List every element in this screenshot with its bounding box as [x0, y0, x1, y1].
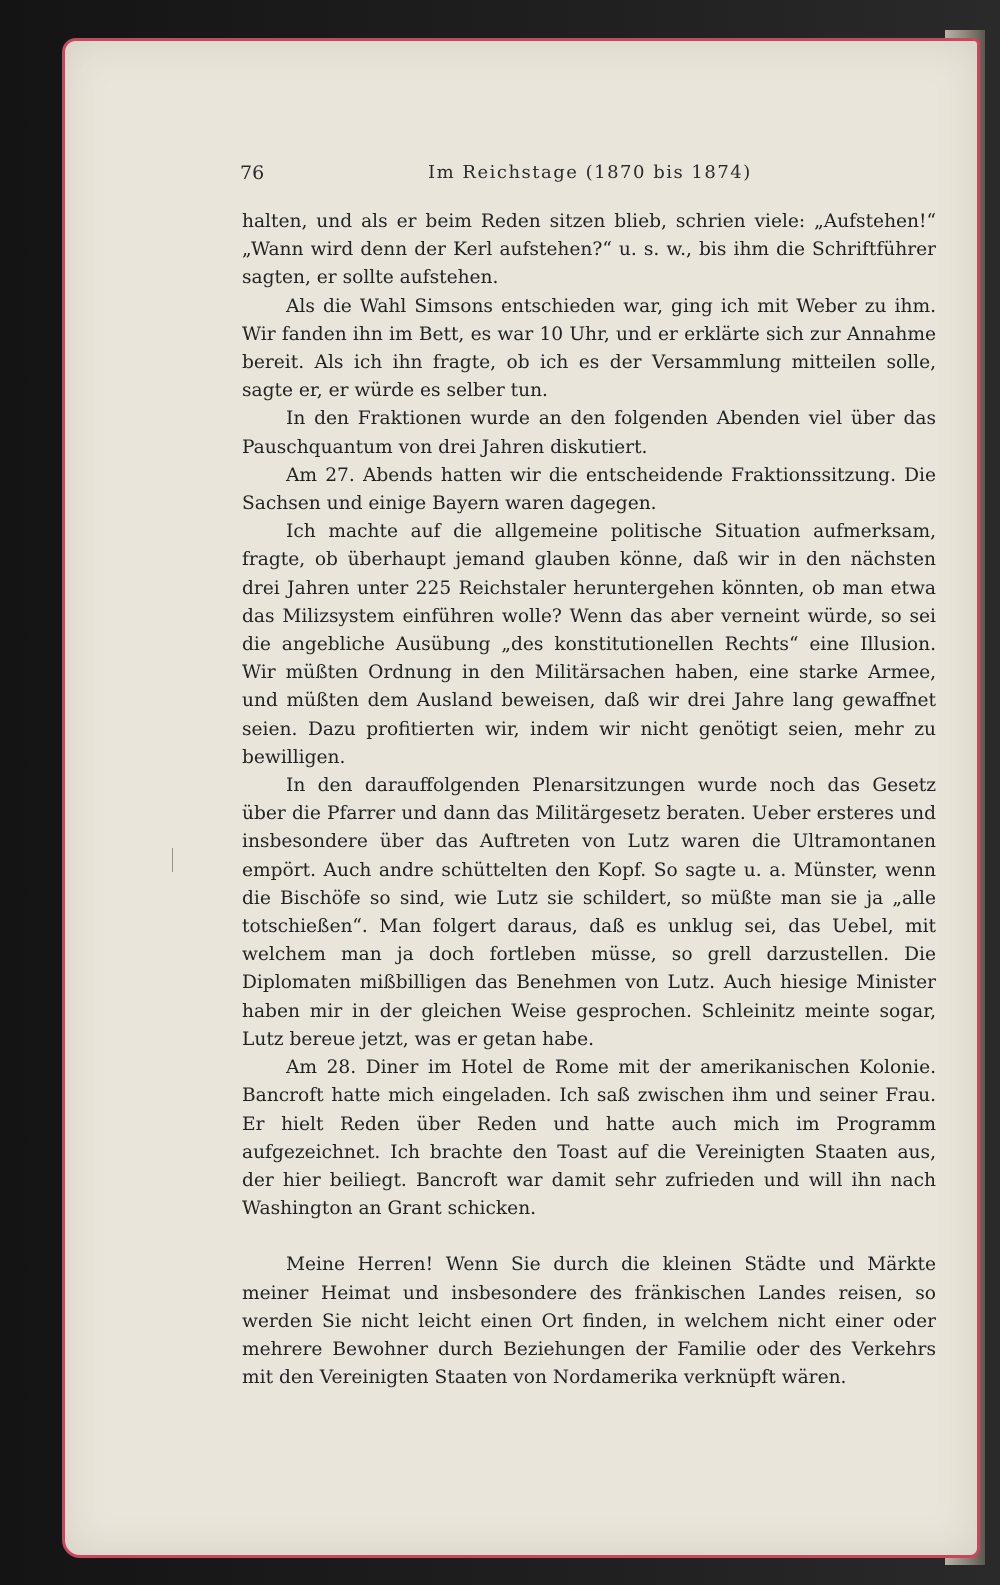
quoted-speech-paragraph: Meine Herren! Wenn Sie durch die kleinen Städte und Märkte meiner Heimat und insbesondere des fränkischen Landes reisen, so werden Sie nicht leicht einen Ort finden, in welchem nicht einer oder mehrere Bewohner durch Beziehungen der Familie oder des Verkehrs mit den Vereinigten Staaten von Nordamerika verknüpft wären.	[242, 1254, 936, 1389]
running-head: Im Reichstage (1870 bis 1874)	[428, 162, 752, 183]
page-number: 76	[240, 162, 265, 184]
paragraph: Am 28. Diner im Hotel de Rome mit der amerikanischen Kolonie. Bancroft hatte mich eingeladen. Ich saß zwischen ihm und seiner Frau. Er hielt Reden über Reden und hatte auch mich im Programm aufgezeichnet. Ich brachte den Toast auf die Vereinigten Staaten aus, der hier beiliegt. Bancroft war damit sehr zufrieden und will ihn nach Washington an Grant schicken.	[242, 1057, 936, 1220]
paragraph: In den darauffolgenden Plenarsitzungen wurde noch das Gesetz über die Pfarrer und dann das Militärgesetz beraten. Ueber ersteres und insbesondere über das Auftreten von Lutz waren die Ultramontanen empört. Auch andre schüttelten den Kopf. So sagte u. a. Münster, wenn die Bischöfe so sind, wie Lutz sie schildert, so müßte man sie ja „alle totschießen“. Man folgert daraus, daß es unklug sei, das Uebel, mit welchem man ja doch fortleben müsse, so grell darzustellen. Die Diplomaten mißbilligen das Benehmen von Lutz. Auch hiesige Minister haben mir in der gleichen Weise gesprochen. Schleinitz meinte sogar, Lutz bereue jetzt, was er getan habe.	[242, 775, 936, 1050]
paragraph: Am 27. Abends hatten wir die entscheidende Fraktionssitzung. Die Sachsen und einige Bayern waren dagegen.	[242, 464, 936, 515]
body-text	[242, 208, 936, 1392]
margin-mark	[172, 848, 173, 872]
paragraph: halten, und als er beim Reden sitzen blieb, schrien viele: „Aufstehen!“ „Wann wird denn der Kerl aufstehen?“ u. s. w., bis ihm die Schriftführer sagten, er sollte aufstehen.	[242, 211, 936, 289]
paragraph: Ich machte auf die allgemeine politische Situation aufmerksam, fragte, ob überhaupt jemand glauben könne, daß wir in den nächsten drei Jahren unter 225 Reichstaler heruntergehen könnten, ob man etwa das Milizsystem einführen wolle? Wenn das aber verneint würde, so sei die angebliche Ausübung „des konstitutionellen Rechts“ eine Illusion. Wir müßten Ordnung in den Militärsachen haben, eine starke Armee, und müßten dem Ausland beweisen, daß wir drei Jahre lang gewaffnet seien. Dazu profitierten wir, indem wir nicht genötigt seien, mehr zu bewilligen.	[242, 521, 936, 768]
page-header	[240, 162, 940, 192]
paragraph: In den Fraktionen wurde an den folgenden Abenden viel über das Pauschquantum von drei Jahren diskutiert.	[242, 408, 936, 458]
paragraph: Als die Wahl Simsons entschieden war, ging ich mit Weber zu ihm. Wir fanden ihn im Bett, es war 10 Uhr, und er erklärte sich zur Annahme bereit. Als ich ihn fragte, ob ich es der Versammlung mitteilen solle, sagte er, er würde es selber tun.	[242, 295, 936, 402]
